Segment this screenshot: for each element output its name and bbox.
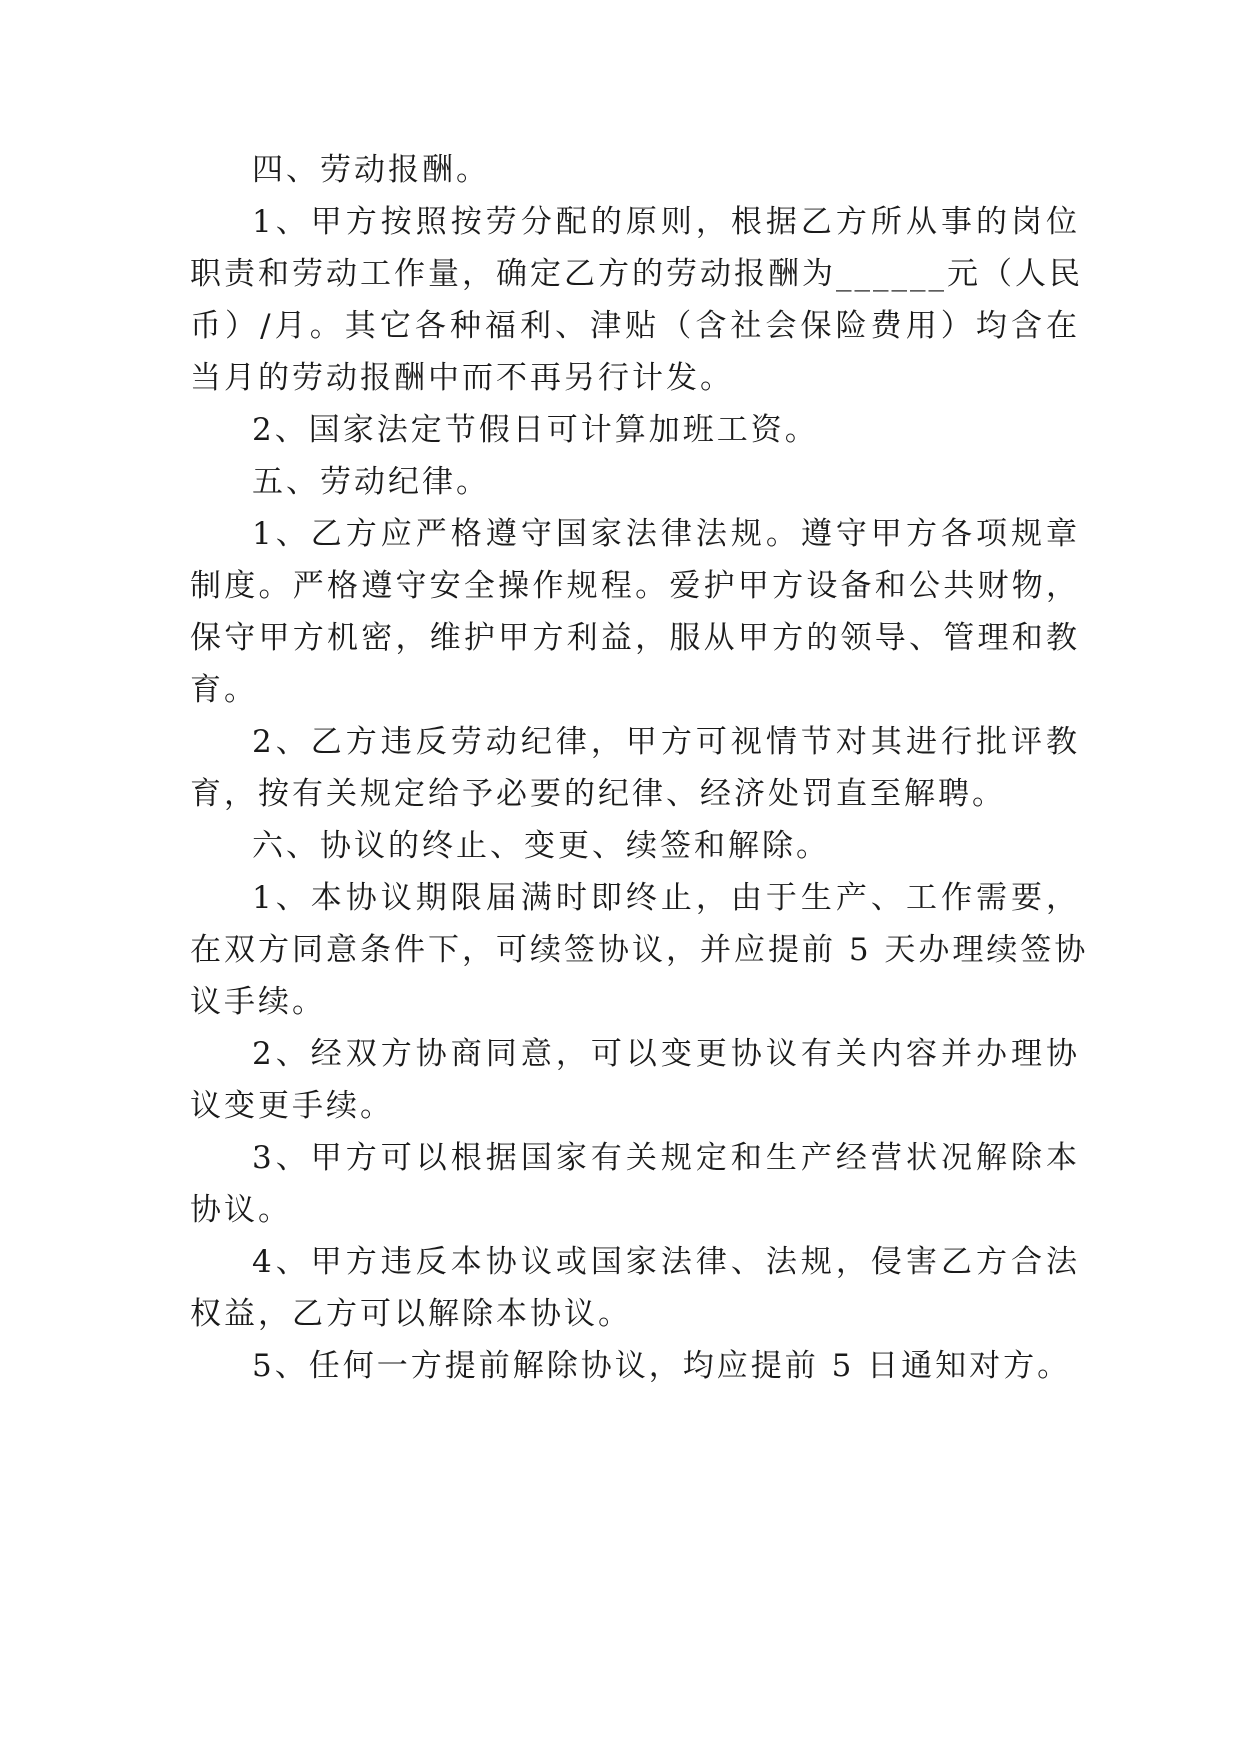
paragraph-line: 币）/月。其它各种福利、津贴（含社会保险费用）均含在	[190, 308, 1080, 344]
paragraph-line: 当月的劳动报酬中而不再另行计发。	[190, 360, 734, 396]
paragraph-line: 2、经双方协商同意，可以变更协议有关内容并办理协	[252, 1036, 1080, 1072]
paragraph-line: 1、本协议期限届满时即终止，由于生产、工作需要，	[252, 880, 1080, 916]
paragraph-line: 2、乙方违反劳动纪律，甲方可视情节对其进行批评教	[252, 724, 1080, 760]
paragraph-line: 育。	[190, 672, 258, 708]
section-heading-discipline: 五、劳动纪律。	[252, 464, 490, 500]
section-heading-termination: 六、协议的终止、变更、续签和解除。	[252, 828, 830, 864]
paragraph-line: 保守甲方机密，维护甲方利益，服从甲方的领导、管理和教	[190, 620, 1080, 656]
paragraph-line: 1、乙方应严格遵守国家法律法规。遵守甲方各项规章	[252, 516, 1080, 552]
paragraph-line: 权益，乙方可以解除本协议。	[190, 1296, 632, 1332]
paragraph-line: 3、甲方可以根据国家有关规定和生产经营状况解除本	[252, 1140, 1080, 1176]
paragraph-line: 在双方同意条件下，可续签协议，并应提前 5 天办理续签协	[190, 932, 1089, 968]
paragraph-line: 1、甲方按照按劳分配的原则，根据乙方所从事的岗位	[252, 204, 1080, 240]
paragraph-line: 制度。严格遵守安全操作规程。爱护甲方设备和公共财物，	[190, 568, 1080, 604]
section-heading-remuneration: 四、劳动报酬。	[252, 152, 490, 188]
paragraph-line: 职责和劳动工作量，确定乙方的劳动报酬为______元（人民	[190, 256, 1083, 292]
paragraph-line: 4、甲方违反本协议或国家法律、法规，侵害乙方合法	[252, 1244, 1080, 1280]
paragraph-line: 议手续。	[190, 984, 326, 1020]
paragraph-line: 2、国家法定节假日可计算加班工资。	[252, 412, 819, 448]
paragraph-line: 5、任何一方提前解除协议，均应提前 5 日通知对方。	[252, 1348, 1072, 1384]
paragraph-line: 育，按有关规定给予必要的纪律、经济处罚直至解聘。	[190, 776, 1006, 812]
paragraph-line: 协议。	[190, 1192, 292, 1228]
paragraph-line: 议变更手续。	[190, 1088, 394, 1124]
